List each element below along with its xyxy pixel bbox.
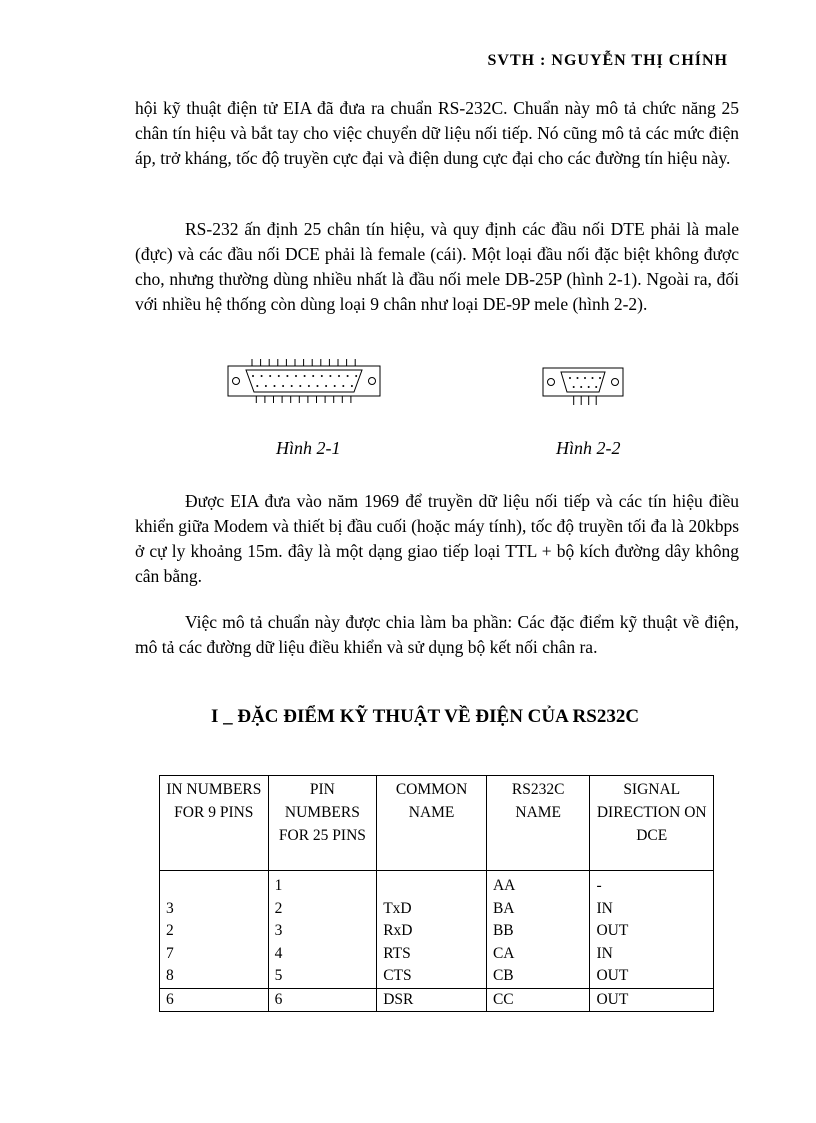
table-cell: 2	[268, 898, 377, 921]
connector-pin-hole	[286, 375, 288, 377]
paragraph-2: RS-232 ấn định 25 chân tín hiệu, và quy định các đầu nối DTE phải là male (đực) và các đầu nối DCE phải là female (cái). Một loại đầu nối đặc biệt không được cho, nhưng thường dùng nhiều nhất là đầu nối mele DB-25P (hình 2-1). Ngoài ra, đối với nhiều hệ thống còn dùng loại 9 chân như loại DE-9P mele (hình 2-2).	[135, 219, 739, 314]
figure-caption-2-1: Hình 2-1	[276, 438, 341, 458]
connector-pin-hole	[308, 385, 310, 387]
pin-table-header-cell: IN NUMBERS FOR 9 PINS	[160, 776, 269, 871]
table-cell: BB	[486, 920, 590, 943]
connector-pin-hole	[580, 386, 582, 388]
table-cell: 5	[268, 965, 377, 988]
connector-pin-hole	[299, 385, 301, 387]
table-cell: 6	[268, 988, 377, 1012]
table-cell: 4	[268, 943, 377, 966]
connector-pin-hole	[573, 386, 575, 388]
table-cell: DSR	[377, 988, 487, 1012]
table-row	[160, 943, 714, 966]
table-cell	[160, 871, 269, 898]
connector-pin-hole	[321, 375, 323, 377]
table-row	[160, 965, 714, 988]
connector-pin-hole	[317, 385, 319, 387]
pin-table-header-row	[160, 776, 714, 871]
connector-pin-hole	[295, 375, 297, 377]
connector-pin-hole	[256, 385, 258, 387]
connector-pin-hole	[592, 377, 594, 379]
table-cell: OUT	[590, 988, 714, 1012]
db25-connector-figure	[226, 356, 382, 406]
connector-pin-hole	[269, 375, 271, 377]
pin-table-header-cell: PIN NUMBERS FOR 25 PINS	[268, 776, 377, 871]
section-heading: I _ ĐẶC ĐIỂM KỸ THUẬT VỀ ĐIỆN CỦA RS232C	[210, 706, 640, 727]
table-cell: OUT	[590, 965, 714, 988]
table-cell: IN	[590, 898, 714, 921]
connector-pin-hole	[338, 375, 340, 377]
table-cell: CA	[486, 943, 590, 966]
connector-pin-hole	[274, 385, 276, 387]
table-cell: 7	[160, 943, 269, 966]
table-cell: -	[590, 871, 714, 898]
connector-pin-hole	[351, 385, 353, 387]
connector-pin-hole	[312, 375, 314, 377]
table-cell: 3	[268, 920, 377, 943]
connector-pin-hole	[599, 377, 601, 379]
table-cell: 8	[160, 965, 269, 988]
connector-pin-hole	[282, 385, 284, 387]
pin-table-header-cell: SIGNAL DIRECTION ON DCE	[590, 776, 714, 871]
table-cell: CC	[486, 988, 590, 1012]
table-cell: 1	[268, 871, 377, 898]
pin-table	[159, 775, 714, 1012]
paragraph-3: Được EIA đưa vào năm 1969 để truyền dữ liệu nối tiếp và các tín hiệu điều khiển giữa Modem và thiết bị đầu cuối (hoặc máy tính), tốc độ truyền tối đa là 20kbps ở cự ly khoảng 15m. đây là một dạng giao tiếp loại TTL + bộ kích đường dây không cân bằng.	[135, 491, 739, 586]
page-header-author: SVTH : NGUYỄN THỊ CHÍNH	[487, 52, 728, 69]
table-cell: AA	[486, 871, 590, 898]
table-cell: BA	[486, 898, 590, 921]
connector-pin-hole	[355, 375, 357, 377]
table-row	[160, 898, 714, 921]
de9-connector-figure	[541, 360, 625, 408]
connector-pin-hole	[304, 375, 306, 377]
connector-pin-hole	[278, 375, 280, 377]
table-cell: 3	[160, 898, 269, 921]
table-cell: 2	[160, 920, 269, 943]
paragraph-4: Việc mô tả chuẩn này được chia làm ba phần: Các đặc điểm kỹ thuật về điện, mô tả các đường dữ liệu điều khiển và sử dụng bộ kết nối chân ra.	[135, 612, 739, 657]
table-cell: CB	[486, 965, 590, 988]
connector-pin-hole	[584, 377, 586, 379]
table-cell: TxD	[377, 898, 487, 921]
table-cell: OUT	[590, 920, 714, 943]
connector-pin-hole	[325, 385, 327, 387]
table-row	[160, 920, 714, 943]
connector-pin-hole	[347, 375, 349, 377]
connector-pin-hole	[261, 375, 263, 377]
connector-pin-hole	[588, 386, 590, 388]
pin-table-header-cell: COMMON NAME	[377, 776, 487, 871]
table-cell: IN	[590, 943, 714, 966]
pin-table-header-cell: RS232C NAME	[486, 776, 590, 871]
connector-pin-hole	[342, 385, 344, 387]
connector-pin-hole	[577, 377, 579, 379]
table-cell: CTS	[377, 965, 487, 988]
table-cell	[377, 871, 487, 898]
connector-pin-hole	[291, 385, 293, 387]
connector-pin-hole	[329, 375, 331, 377]
table-row	[160, 871, 714, 898]
connector-pin-hole	[595, 386, 597, 388]
table-cell: 6	[160, 988, 269, 1012]
table-cell: RxD	[377, 920, 487, 943]
table-row	[160, 988, 714, 1012]
connector-pin-hole	[265, 385, 267, 387]
connector-pin-hole	[569, 377, 571, 379]
connector-pin-hole	[252, 375, 254, 377]
paragraph-1: hội kỹ thuật điện tử EIA đã đưa ra chuẩn RS-232C. Chuẩn này mô tả chức năng 25 chân tín hiệu và bắt tay cho việc chuyển dữ liệu nối tiếp. Nó cũng mô tả các mức điện áp, trở kháng, tốc độ truyền cực đại và điện dung cực đại cho các đường tín hiệu này.	[135, 98, 739, 168]
figure-caption-2-2: Hình 2-2	[556, 438, 621, 458]
connector-pin-hole	[334, 385, 336, 387]
table-cell: RTS	[377, 943, 487, 966]
